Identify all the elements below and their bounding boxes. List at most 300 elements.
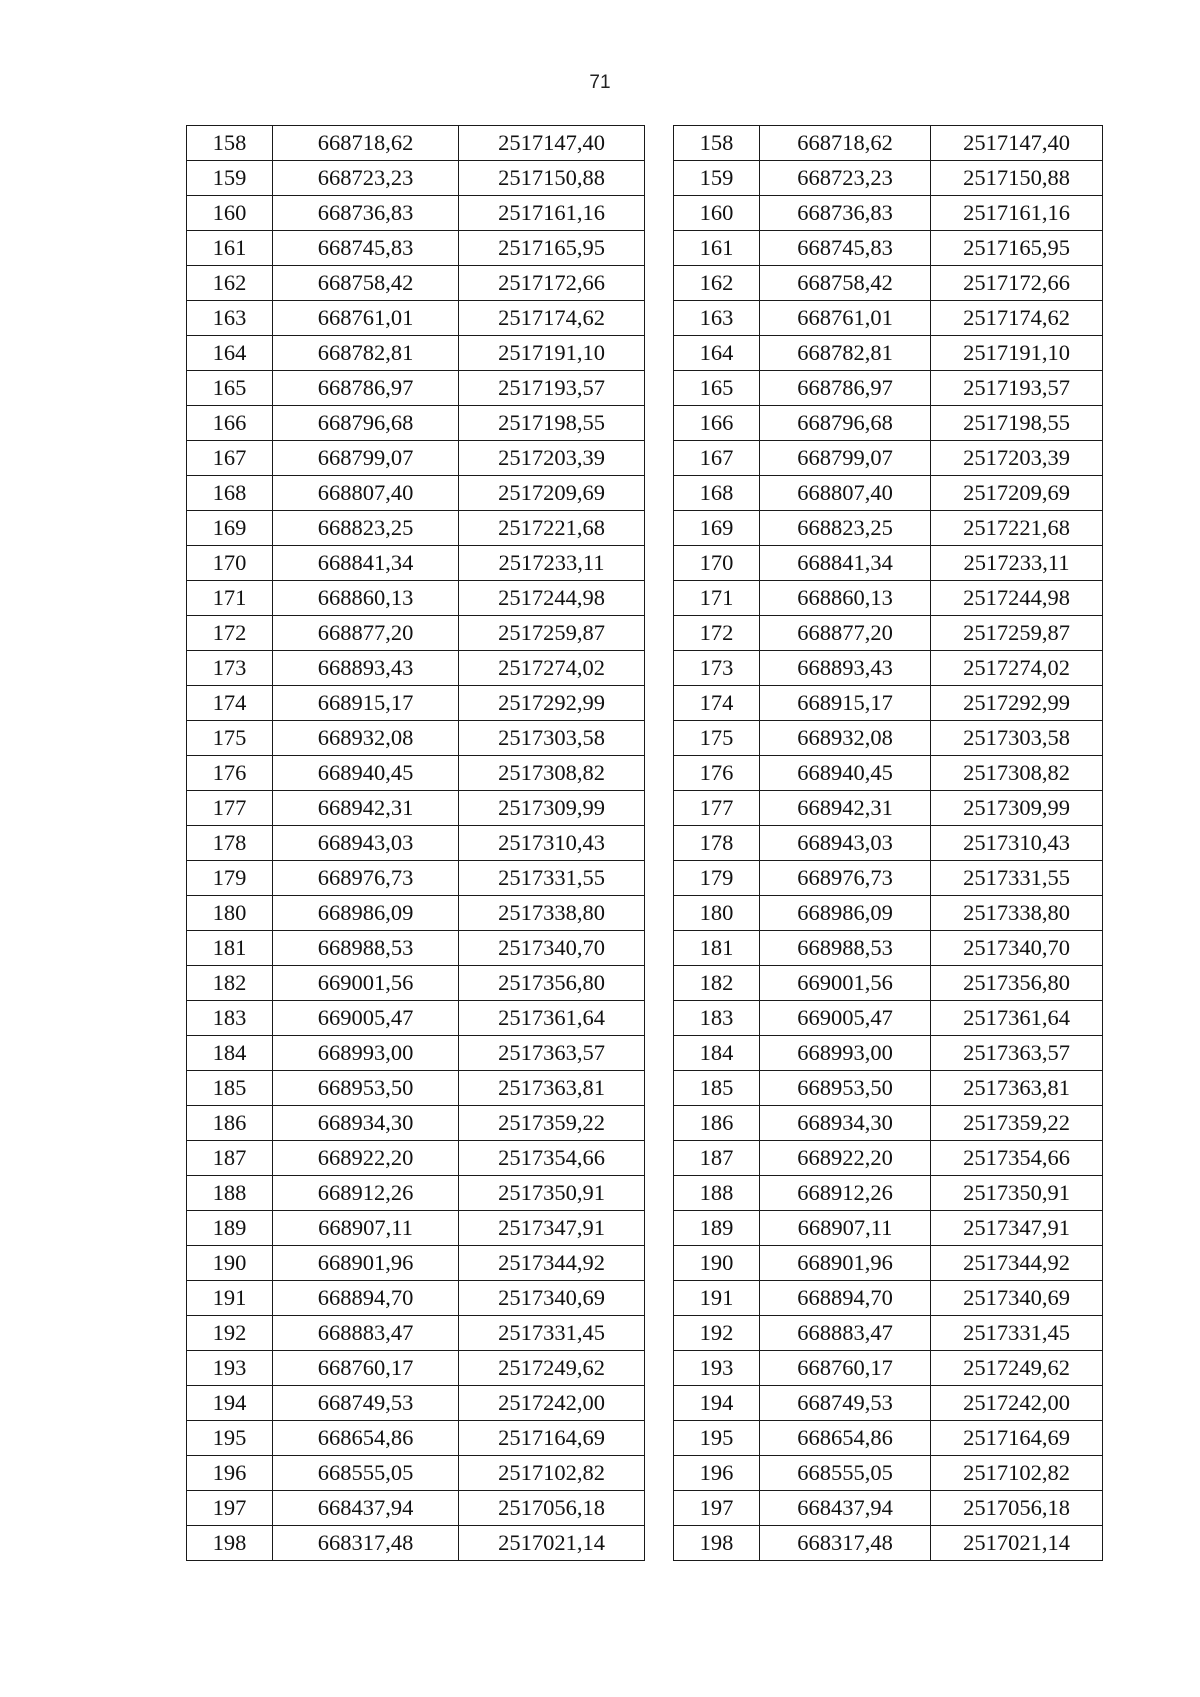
y-coordinate-cell: 2517359,22	[931, 1106, 1103, 1141]
y-coordinate-cell: 2517303,58	[459, 721, 645, 756]
table-row	[674, 896, 1103, 931]
point-number-cell: 184	[674, 1036, 760, 1071]
table-row	[674, 231, 1103, 266]
y-coordinate-cell: 2517198,55	[931, 406, 1103, 441]
table-row	[674, 1001, 1103, 1036]
point-number-cell: 165	[674, 371, 760, 406]
y-coordinate-cell: 2517331,45	[459, 1316, 645, 1351]
table-row	[187, 1421, 645, 1456]
x-coordinate-cell: 668940,45	[273, 756, 459, 791]
x-coordinate-cell: 668786,97	[760, 371, 931, 406]
point-number-cell: 184	[187, 1036, 273, 1071]
y-coordinate-cell: 2517147,40	[459, 126, 645, 161]
y-coordinate-cell: 2517308,82	[931, 756, 1103, 791]
x-coordinate-cell: 668942,31	[273, 791, 459, 826]
table-row	[674, 1386, 1103, 1421]
x-coordinate-cell: 668942,31	[760, 791, 931, 826]
point-number-cell: 196	[187, 1456, 273, 1491]
point-number-cell: 193	[674, 1351, 760, 1386]
x-coordinate-cell: 668934,30	[760, 1106, 931, 1141]
point-number-cell: 188	[187, 1176, 273, 1211]
coordinate-table-right	[673, 125, 1103, 1561]
point-number-cell: 193	[187, 1351, 273, 1386]
y-coordinate-cell: 2517338,80	[931, 896, 1103, 931]
x-coordinate-cell: 668823,25	[273, 511, 459, 546]
table-row	[674, 1071, 1103, 1106]
table-row	[674, 756, 1103, 791]
point-number-cell: 190	[187, 1246, 273, 1281]
table-row	[674, 721, 1103, 756]
table-row	[187, 231, 645, 266]
x-coordinate-cell: 668796,68	[760, 406, 931, 441]
point-number-cell: 177	[674, 791, 760, 826]
point-number-cell: 178	[187, 826, 273, 861]
point-number-cell: 158	[674, 126, 760, 161]
point-number-cell: 175	[187, 721, 273, 756]
table-row	[187, 1246, 645, 1281]
point-number-cell: 164	[674, 336, 760, 371]
table-row	[674, 406, 1103, 441]
table-row	[187, 1141, 645, 1176]
table-row	[187, 336, 645, 371]
point-number-cell: 182	[674, 966, 760, 1001]
table-row	[187, 126, 645, 161]
y-coordinate-cell: 2517191,10	[459, 336, 645, 371]
point-number-cell: 189	[187, 1211, 273, 1246]
point-number-cell: 161	[674, 231, 760, 266]
x-coordinate-cell: 668986,09	[273, 896, 459, 931]
y-coordinate-cell: 2517242,00	[459, 1386, 645, 1421]
x-coordinate-cell: 668894,70	[273, 1281, 459, 1316]
page-number: 71	[589, 72, 611, 93]
point-number-cell: 183	[674, 1001, 760, 1036]
table-row	[187, 546, 645, 581]
point-number-cell: 171	[674, 581, 760, 616]
point-number-cell: 174	[674, 686, 760, 721]
y-coordinate-cell: 2517242,00	[931, 1386, 1103, 1421]
table-row	[187, 616, 645, 651]
y-coordinate-cell: 2517259,87	[459, 616, 645, 651]
point-number-cell: 185	[187, 1071, 273, 1106]
x-coordinate-cell: 668953,50	[273, 1071, 459, 1106]
x-coordinate-cell: 668901,96	[273, 1246, 459, 1281]
point-number-cell: 164	[187, 336, 273, 371]
y-coordinate-cell: 2517209,69	[931, 476, 1103, 511]
x-coordinate-cell: 668758,42	[760, 266, 931, 301]
x-coordinate-cell: 668940,45	[760, 756, 931, 791]
y-coordinate-cell: 2517331,55	[459, 861, 645, 896]
point-number-cell: 163	[674, 301, 760, 336]
x-coordinate-cell: 668988,53	[760, 931, 931, 966]
x-coordinate-cell: 668761,01	[760, 301, 931, 336]
x-coordinate-cell: 668860,13	[273, 581, 459, 616]
table-row	[187, 1491, 645, 1526]
point-number-cell: 185	[674, 1071, 760, 1106]
y-coordinate-cell: 2517303,58	[931, 721, 1103, 756]
x-coordinate-cell: 669001,56	[273, 966, 459, 1001]
y-coordinate-cell: 2517347,91	[459, 1211, 645, 1246]
y-coordinate-cell: 2517340,70	[459, 931, 645, 966]
x-coordinate-cell: 668736,83	[273, 196, 459, 231]
y-coordinate-cell: 2517274,02	[931, 651, 1103, 686]
table-row	[674, 546, 1103, 581]
x-coordinate-cell: 668986,09	[760, 896, 931, 931]
x-coordinate-cell: 668883,47	[273, 1316, 459, 1351]
point-number-cell: 160	[674, 196, 760, 231]
table-row	[187, 651, 645, 686]
table-row	[674, 476, 1103, 511]
point-number-cell: 168	[674, 476, 760, 511]
y-coordinate-cell: 2517308,82	[459, 756, 645, 791]
table-row	[674, 686, 1103, 721]
y-coordinate-cell: 2517174,62	[459, 301, 645, 336]
y-coordinate-cell: 2517363,57	[931, 1036, 1103, 1071]
x-coordinate-cell: 668555,05	[273, 1456, 459, 1491]
table-row	[187, 196, 645, 231]
table-row	[187, 476, 645, 511]
x-coordinate-cell: 668723,23	[760, 161, 931, 196]
y-coordinate-cell: 2517164,69	[931, 1421, 1103, 1456]
x-coordinate-cell: 669005,47	[273, 1001, 459, 1036]
x-coordinate-cell: 668718,62	[273, 126, 459, 161]
table-row	[674, 196, 1103, 231]
table-row	[674, 511, 1103, 546]
point-number-cell: 194	[674, 1386, 760, 1421]
x-coordinate-cell: 668915,17	[760, 686, 931, 721]
table-row	[187, 1176, 645, 1211]
table-row	[187, 966, 645, 1001]
point-number-cell: 175	[674, 721, 760, 756]
x-coordinate-cell: 668799,07	[273, 441, 459, 476]
point-number-cell: 166	[674, 406, 760, 441]
table-row	[674, 861, 1103, 896]
point-number-cell: 190	[674, 1246, 760, 1281]
x-coordinate-cell: 668932,08	[273, 721, 459, 756]
x-coordinate-cell: 668943,03	[760, 826, 931, 861]
x-coordinate-cell: 668745,83	[760, 231, 931, 266]
y-coordinate-cell: 2517174,62	[931, 301, 1103, 336]
table-row	[187, 1526, 645, 1561]
y-coordinate-cell: 2517363,81	[459, 1071, 645, 1106]
x-coordinate-cell: 668796,68	[273, 406, 459, 441]
y-coordinate-cell: 2517150,88	[459, 161, 645, 196]
table-row	[674, 931, 1103, 966]
x-coordinate-cell: 668782,81	[273, 336, 459, 371]
x-coordinate-cell: 668317,48	[273, 1526, 459, 1561]
x-coordinate-cell: 668317,48	[760, 1526, 931, 1561]
x-coordinate-cell: 668749,53	[273, 1386, 459, 1421]
point-number-cell: 159	[187, 161, 273, 196]
x-coordinate-cell: 668437,94	[760, 1491, 931, 1526]
y-coordinate-cell: 2517340,70	[931, 931, 1103, 966]
y-coordinate-cell: 2517244,98	[931, 581, 1103, 616]
point-number-cell: 176	[674, 756, 760, 791]
x-coordinate-cell: 668901,96	[760, 1246, 931, 1281]
table-row	[674, 1526, 1103, 1561]
table-row	[674, 616, 1103, 651]
x-coordinate-cell: 668976,73	[760, 861, 931, 896]
table-row	[187, 161, 645, 196]
point-number-cell: 181	[674, 931, 760, 966]
y-coordinate-cell: 2517340,69	[459, 1281, 645, 1316]
x-coordinate-cell: 668841,34	[760, 546, 931, 581]
x-coordinate-cell: 668745,83	[273, 231, 459, 266]
x-coordinate-cell: 668993,00	[273, 1036, 459, 1071]
point-number-cell: 195	[187, 1421, 273, 1456]
point-number-cell: 163	[187, 301, 273, 336]
point-number-cell: 168	[187, 476, 273, 511]
y-coordinate-cell: 2517309,99	[459, 791, 645, 826]
y-coordinate-cell: 2517350,91	[459, 1176, 645, 1211]
point-number-cell: 197	[674, 1491, 760, 1526]
table-row	[674, 441, 1103, 476]
point-number-cell: 158	[187, 126, 273, 161]
x-coordinate-cell: 668953,50	[760, 1071, 931, 1106]
point-number-cell: 192	[674, 1316, 760, 1351]
x-coordinate-cell: 668907,11	[760, 1211, 931, 1246]
table-row	[187, 1316, 645, 1351]
table-row	[187, 686, 645, 721]
table-row	[187, 1456, 645, 1491]
x-coordinate-cell: 668912,26	[760, 1176, 931, 1211]
table-row	[674, 1316, 1103, 1351]
y-coordinate-cell: 2517102,82	[459, 1456, 645, 1491]
x-coordinate-cell: 668841,34	[273, 546, 459, 581]
point-number-cell: 171	[187, 581, 273, 616]
table-row	[674, 1246, 1103, 1281]
y-coordinate-cell: 2517165,95	[931, 231, 1103, 266]
x-coordinate-cell: 669001,56	[760, 966, 931, 1001]
point-number-cell: 160	[187, 196, 273, 231]
point-number-cell: 166	[187, 406, 273, 441]
point-number-cell: 191	[674, 1281, 760, 1316]
point-number-cell: 167	[674, 441, 760, 476]
y-coordinate-cell: 2517147,40	[931, 126, 1103, 161]
y-coordinate-cell: 2517209,69	[459, 476, 645, 511]
y-coordinate-cell: 2517193,57	[931, 371, 1103, 406]
y-coordinate-cell: 2517161,16	[459, 196, 645, 231]
y-coordinate-cell: 2517340,69	[931, 1281, 1103, 1316]
y-coordinate-cell: 2517350,91	[931, 1176, 1103, 1211]
point-number-cell: 197	[187, 1491, 273, 1526]
y-coordinate-cell: 2517274,02	[459, 651, 645, 686]
point-number-cell: 180	[187, 896, 273, 931]
y-coordinate-cell: 2517359,22	[459, 1106, 645, 1141]
y-coordinate-cell: 2517172,66	[459, 266, 645, 301]
table-row	[674, 126, 1103, 161]
point-number-cell: 170	[187, 546, 273, 581]
table-row	[674, 1176, 1103, 1211]
point-number-cell: 198	[187, 1526, 273, 1561]
table-row	[674, 301, 1103, 336]
table-row	[674, 1141, 1103, 1176]
x-coordinate-cell: 668934,30	[273, 1106, 459, 1141]
x-coordinate-cell: 668761,01	[273, 301, 459, 336]
y-coordinate-cell: 2517354,66	[931, 1141, 1103, 1176]
point-number-cell: 182	[187, 966, 273, 1001]
y-coordinate-cell: 2517347,91	[931, 1211, 1103, 1246]
point-number-cell: 176	[187, 756, 273, 791]
table-row	[187, 826, 645, 861]
table-row	[187, 1106, 645, 1141]
table-row	[187, 581, 645, 616]
table-row	[187, 931, 645, 966]
table-row	[187, 1281, 645, 1316]
table-row	[674, 791, 1103, 826]
x-coordinate-cell: 668437,94	[273, 1491, 459, 1526]
table-row	[187, 1036, 645, 1071]
x-coordinate-cell: 668894,70	[760, 1281, 931, 1316]
y-coordinate-cell: 2517021,14	[459, 1526, 645, 1561]
x-coordinate-cell: 668555,05	[760, 1456, 931, 1491]
table-row	[187, 406, 645, 441]
y-coordinate-cell: 2517356,80	[459, 966, 645, 1001]
table-row	[674, 336, 1103, 371]
x-coordinate-cell: 668786,97	[273, 371, 459, 406]
table-row	[187, 371, 645, 406]
table-row	[674, 651, 1103, 686]
point-number-cell: 170	[674, 546, 760, 581]
point-number-cell: 162	[187, 266, 273, 301]
x-coordinate-cell: 668883,47	[760, 1316, 931, 1351]
x-coordinate-cell: 668907,11	[273, 1211, 459, 1246]
table-row	[187, 896, 645, 931]
point-number-cell: 187	[187, 1141, 273, 1176]
x-coordinate-cell: 668893,43	[273, 651, 459, 686]
table-row	[674, 371, 1103, 406]
y-coordinate-cell: 2517233,11	[459, 546, 645, 581]
table-row	[187, 266, 645, 301]
point-number-cell: 196	[674, 1456, 760, 1491]
y-coordinate-cell: 2517221,68	[931, 511, 1103, 546]
x-coordinate-cell: 668922,20	[760, 1141, 931, 1176]
table-row	[187, 1351, 645, 1386]
y-coordinate-cell: 2517338,80	[459, 896, 645, 931]
y-coordinate-cell: 2517172,66	[931, 266, 1103, 301]
x-coordinate-cell: 668860,13	[760, 581, 931, 616]
y-coordinate-cell: 2517203,39	[459, 441, 645, 476]
y-coordinate-cell: 2517310,43	[459, 826, 645, 861]
y-coordinate-cell: 2517259,87	[931, 616, 1103, 651]
y-coordinate-cell: 2517361,64	[931, 1001, 1103, 1036]
table-row	[187, 721, 645, 756]
point-number-cell: 173	[187, 651, 273, 686]
x-coordinate-cell: 668993,00	[760, 1036, 931, 1071]
y-coordinate-cell: 2517244,98	[459, 581, 645, 616]
y-coordinate-cell: 2517354,66	[459, 1141, 645, 1176]
y-coordinate-cell: 2517193,57	[459, 371, 645, 406]
point-number-cell: 178	[674, 826, 760, 861]
y-coordinate-cell: 2517203,39	[931, 441, 1103, 476]
y-coordinate-cell: 2517361,64	[459, 1001, 645, 1036]
point-number-cell: 194	[187, 1386, 273, 1421]
y-coordinate-cell: 2517292,99	[931, 686, 1103, 721]
x-coordinate-cell: 668807,40	[760, 476, 931, 511]
table-row	[187, 1211, 645, 1246]
point-number-cell: 189	[674, 1211, 760, 1246]
table-row	[674, 1211, 1103, 1246]
y-coordinate-cell: 2517056,18	[459, 1491, 645, 1526]
point-number-cell: 192	[187, 1316, 273, 1351]
table-row	[187, 511, 645, 546]
y-coordinate-cell: 2517221,68	[459, 511, 645, 546]
point-number-cell: 162	[674, 266, 760, 301]
table-row	[674, 1421, 1103, 1456]
table-row	[674, 1351, 1103, 1386]
y-coordinate-cell: 2517191,10	[931, 336, 1103, 371]
y-coordinate-cell: 2517056,18	[931, 1491, 1103, 1526]
point-number-cell: 187	[674, 1141, 760, 1176]
point-number-cell: 172	[187, 616, 273, 651]
y-coordinate-cell: 2517150,88	[931, 161, 1103, 196]
table-row	[674, 266, 1103, 301]
point-number-cell: 198	[674, 1526, 760, 1561]
x-coordinate-cell: 668943,03	[273, 826, 459, 861]
x-coordinate-cell: 668749,53	[760, 1386, 931, 1421]
table-row	[674, 1491, 1103, 1526]
x-coordinate-cell: 668976,73	[273, 861, 459, 896]
y-coordinate-cell: 2517102,82	[931, 1456, 1103, 1491]
point-number-cell: 169	[674, 511, 760, 546]
table-row	[674, 826, 1103, 861]
x-coordinate-cell: 668758,42	[273, 266, 459, 301]
table-row	[674, 1036, 1103, 1071]
point-number-cell: 188	[674, 1176, 760, 1211]
point-number-cell: 169	[187, 511, 273, 546]
x-coordinate-cell: 668760,17	[760, 1351, 931, 1386]
y-coordinate-cell: 2517331,45	[931, 1316, 1103, 1351]
point-number-cell: 177	[187, 791, 273, 826]
y-coordinate-cell: 2517331,55	[931, 861, 1103, 896]
table-row	[187, 301, 645, 336]
point-number-cell: 195	[674, 1421, 760, 1456]
x-coordinate-cell: 668823,25	[760, 511, 931, 546]
x-coordinate-cell: 668760,17	[273, 1351, 459, 1386]
table-row	[187, 1001, 645, 1036]
table-row	[187, 1386, 645, 1421]
coordinate-table-left	[186, 125, 645, 1561]
y-coordinate-cell: 2517249,62	[931, 1351, 1103, 1386]
x-coordinate-cell: 668799,07	[760, 441, 931, 476]
x-coordinate-cell: 668736,83	[760, 196, 931, 231]
table-row	[187, 756, 645, 791]
table-row	[674, 581, 1103, 616]
point-number-cell: 173	[674, 651, 760, 686]
table-row	[674, 1456, 1103, 1491]
point-number-cell: 181	[187, 931, 273, 966]
y-coordinate-cell: 2517021,14	[931, 1526, 1103, 1561]
x-coordinate-cell: 668922,20	[273, 1141, 459, 1176]
x-coordinate-cell: 668877,20	[760, 616, 931, 651]
table-row	[187, 791, 645, 826]
x-coordinate-cell: 668654,86	[273, 1421, 459, 1456]
y-coordinate-cell: 2517161,16	[931, 196, 1103, 231]
point-number-cell: 186	[187, 1106, 273, 1141]
point-number-cell: 180	[674, 896, 760, 931]
y-coordinate-cell: 2517356,80	[931, 966, 1103, 1001]
point-number-cell: 165	[187, 371, 273, 406]
table-row	[674, 1106, 1103, 1141]
x-coordinate-cell: 668877,20	[273, 616, 459, 651]
y-coordinate-cell: 2517310,43	[931, 826, 1103, 861]
x-coordinate-cell: 669005,47	[760, 1001, 931, 1036]
point-number-cell: 167	[187, 441, 273, 476]
x-coordinate-cell: 668723,23	[273, 161, 459, 196]
point-number-cell: 191	[187, 1281, 273, 1316]
x-coordinate-cell: 668782,81	[760, 336, 931, 371]
x-coordinate-cell: 668807,40	[273, 476, 459, 511]
y-coordinate-cell: 2517344,92	[459, 1246, 645, 1281]
